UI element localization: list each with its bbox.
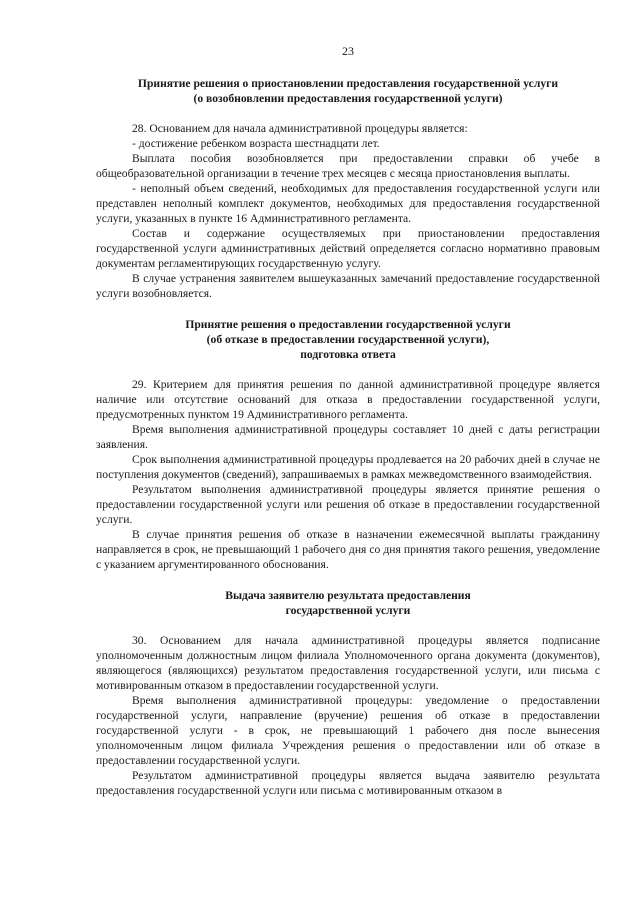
- paragraph: В случае принятия решения об отказе в назначении ежемесячной выплаты гражданину направляется в срок, не превышающий 1 рабочего дня со дня принятия такого решения, уведомление с указанием аргументированного обоснования.: [96, 528, 600, 571]
- paragraph: В случае устранения заявителем вышеуказанных замечаний предоставление государственной услуги возобновляется.: [96, 272, 600, 300]
- paragraph: 28. Основанием для начала административной процедуры является:: [132, 122, 468, 135]
- section-heading: [96, 76, 600, 106]
- heading-line: (об отказе в предоставлении государственной услуги),: [206, 333, 490, 346]
- paragraph: 29. Критерием для принятия решения по данной административной процедуре является наличие или отсутствие оснований для отказа в предоставлении государственной услуги, предусмотренных пунктом 19 Административного регламента.: [96, 378, 600, 421]
- heading-line: подготовка ответа: [300, 348, 396, 361]
- section-heading: [96, 317, 600, 362]
- paragraph: Результатом выполнения административной процедуры является принятие решения о предоставлении государственной услуги или решения об отказе в предоставлении государственной услуги.: [96, 483, 600, 526]
- paragraph: Выплата пособия возобновляется при предоставлении справки об учебе в общеобразовательной организации в течение трех месяцев с месяца приостановления выплаты.: [96, 152, 600, 180]
- heading-line: государственной услуги: [285, 604, 411, 617]
- paragraph: - неполный объем сведений, необходимых для предоставления государственной услуги или представлен неполный комплект документов, необходимых для предоставления государственной услуги, указанных в пункте 16 Административного регламента.: [96, 182, 600, 225]
- paragraph: Время выполнения административной процедуры составляет 10 дней с даты регистрации заявления.: [96, 423, 600, 451]
- heading-line: Принятие решения о приостановлении предоставления государственной услуги: [137, 77, 559, 90]
- heading-line: Принятие решения о предоставлении государственной услуги: [185, 318, 511, 331]
- paragraph: Результатом административной процедуры является выдача заявителю результата предоставления государственной услуги или письма с мотивированным отказом в: [96, 769, 600, 797]
- heading-line: (о возобновлении предоставления государственной услуги): [193, 92, 503, 105]
- paragraph: Состав и содержание осуществляемых при приостановлении предоставления государственной услуги административных действий определяется согласно нормативно правовым документам регламентирующих государственную услугу.: [96, 227, 600, 270]
- paragraph: 30. Основанием для начала административной процедуры является подписание уполномоченным должностным лицом филиала Уполномоченного органа документа (документов), являющегося (являющихся) результатом предоставления государственной услуги, или письма с мотивированным отказом в предоставлении государственной услуги.: [96, 634, 600, 692]
- heading-line: Выдача заявителю результата предоставления: [225, 589, 471, 602]
- section-heading: [96, 588, 600, 618]
- paragraph: Срок выполнения административной процедуры продлевается на 20 рабочих дней в случае не поступления документов (сведений), запрашиваемых в рамках межведомственного взаимодействия.: [96, 453, 600, 481]
- page-number: 23: [342, 44, 354, 58]
- paragraph: - достижение ребенком возраста шестнадцати лет.: [132, 137, 380, 150]
- paragraph: Время выполнения административной процедуры: уведомление о предоставлении государственной услуги, направление (вручение) решения об отказе в предоставлении государственной услуги - в срок, не превышающий 1 рабочего дня после вынесения уполномоченным лицом филиала Учреждения решения о предоставлении или об отказе в предоставлении государственной услуги.: [96, 694, 600, 767]
